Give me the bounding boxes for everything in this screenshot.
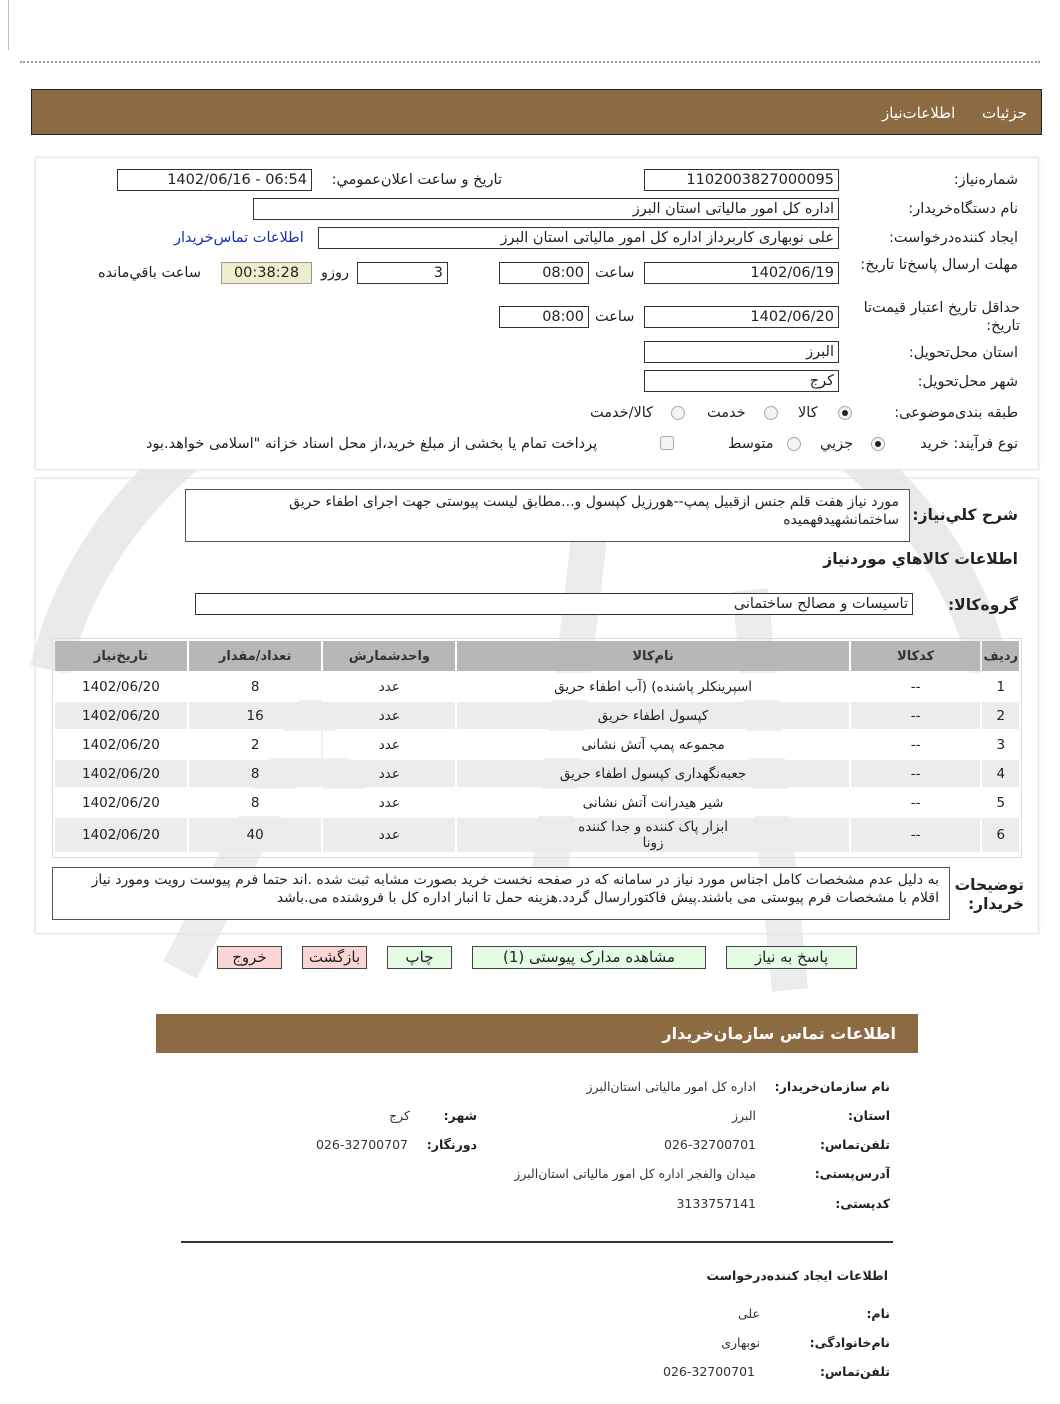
cell-name: مجموعه پمپ آتش نشانی	[457, 731, 849, 758]
reply-time-label: ساعت	[595, 265, 635, 281]
cell-name: اسپرینکلر پاشنده) (آب اطفاء حریق	[457, 673, 849, 700]
table-row	[55, 818, 1019, 852]
price-time-field: 08:00	[499, 306, 589, 328]
cell-name: ابزار پاک کننده و جدا کننده زونا	[457, 818, 849, 852]
cell-code: --	[851, 702, 981, 729]
goods-group-label: گروه‌کالا:	[947, 596, 1018, 614]
goods-table	[53, 639, 1021, 854]
cell-qty: 8	[189, 673, 322, 700]
reply-time-field: 08:00	[499, 262, 589, 284]
contact-postal-label: کدپستی:	[835, 1196, 890, 1211]
col-header-qty: تعداد/مقدار	[189, 641, 322, 671]
contact-section-header	[156, 1014, 918, 1053]
cell-unit: عدد	[323, 702, 455, 729]
cell-code: --	[851, 673, 981, 700]
buyer-org-field: اداره کل امور مالیاتی استان البرز	[253, 198, 839, 220]
print-button[interactable]: چاپ	[387, 946, 452, 969]
table-row	[55, 760, 1019, 787]
cell-qty: 40	[189, 818, 322, 852]
price-date-field: 1402/06/20	[644, 306, 839, 328]
process-radio-minor[interactable]	[871, 437, 885, 451]
contact-city-value: کرج	[389, 1108, 410, 1123]
cell-row: 3	[982, 731, 1019, 758]
cell-qty: 8	[189, 760, 322, 787]
cell-unit: عدد	[323, 673, 455, 700]
cell-date: 1402/06/20	[55, 731, 187, 758]
col-header-date: تاریخ‌نیاز	[55, 641, 187, 671]
need-number-field: 1102003827000095	[644, 169, 839, 191]
cell-name: جعبه‌نگهداری کپسول اطفاء حریق	[457, 760, 849, 787]
cell-unit: عدد	[323, 731, 455, 758]
contact-org-label: نام سازمان‌خریدار:	[774, 1079, 890, 1094]
category-service-label: خدمت	[707, 405, 746, 421]
contact-section-title: اطلاعات تماس سازمان‌خریدار	[662, 1024, 896, 1043]
creator-phone-label: تلفن‌تماس:	[819, 1364, 890, 1379]
goods-info-title: اطلاعات كالاهاي موردنياز	[823, 550, 1018, 568]
buyer-notes-field: به دلیل عدم مشخصات کامل اجناس مورد نیاز در سامانه که در صفحه نخست خرید بصورت مشابه ثبت شده .اند حتما فرم پیوست رویت ومورد نیاز اقلام با مشخصات فرم پیوستی می باشند.پیش فاکتورارسال گردد.هزینه حمل تا انبار اداره کل با فروشنده می.باشد	[52, 867, 950, 920]
contact-phone-label: تلفن‌تماس:	[819, 1137, 890, 1152]
dotted-divider	[20, 61, 1040, 63]
category-radio-goods[interactable]	[838, 406, 852, 420]
cell-code: --	[851, 789, 981, 816]
reply-date-field: 1402/06/19	[644, 262, 839, 284]
header-bar	[31, 89, 1042, 135]
cell-row: 6	[982, 818, 1019, 852]
price-validity-label: حداقل تاریخ اعتبار قیمت‌تا تاریخ:	[863, 300, 1020, 334]
tab-details[interactable]: جزئیات	[982, 104, 1027, 122]
contact-province-value: البرز	[732, 1108, 756, 1123]
general-desc-label: شرح كلي‌نياز:	[912, 506, 1018, 524]
contact-city-label: شهر:	[443, 1108, 477, 1123]
contact-org-value: اداره کل امور مالیاتی استان‌البرز	[586, 1079, 756, 1094]
days-field: 3	[357, 262, 448, 284]
cell-code: --	[851, 818, 981, 852]
cell-unit: عدد	[323, 760, 455, 787]
general-desc-field: مورد نیاز هفت قلم جنس ازقبیل پمپ--هورزیل کپسول و...مطابق لیست پیوستی جهت اجرای اطفاء حریق ساختمانشهیدفهمیده	[185, 489, 910, 542]
table-header-row	[55, 641, 1019, 671]
reply-button[interactable]: پاسخ به نیاز	[726, 946, 857, 969]
cell-row: 5	[982, 789, 1019, 816]
cell-qty: 8	[189, 789, 322, 816]
cell-name: کپسول اطفاء حریق	[457, 702, 849, 729]
remaining-time-field: 00:38:28	[221, 262, 312, 284]
exit-button[interactable]: خروج	[217, 946, 282, 969]
cell-row: 4	[982, 760, 1019, 787]
table-row	[55, 702, 1019, 729]
days-label: روزو	[321, 265, 350, 281]
cell-code: --	[851, 731, 981, 758]
table-row	[55, 731, 1019, 758]
cell-date: 1402/06/20	[55, 673, 187, 700]
creator-info-title: اطلاعات ایجاد کننده‌درخواست	[706, 1268, 888, 1283]
creator-field: علی نوبهاری کاربرداز اداره کل امور مالیاتی استان البرز	[318, 227, 839, 249]
col-header-code: کدکالا	[851, 641, 981, 671]
table-row	[55, 673, 1019, 700]
col-header-unit: واحدشمارش	[323, 641, 455, 671]
remaining-label: ساعت باقي‌مانده	[98, 265, 201, 281]
cell-date: 1402/06/20	[55, 760, 187, 787]
creator-name-label: نام:	[866, 1306, 890, 1321]
contact-fax-value: 026-32700707	[316, 1137, 408, 1152]
category-radio-service[interactable]	[764, 406, 778, 420]
cell-date: 1402/06/20	[55, 818, 187, 852]
treasury-payment-checkbox[interactable]	[660, 436, 674, 450]
treasury-payment-label: پرداخت تمام یا بخشی از مبلغ خرید،از محل اسناد خزانه "اسلامی خواهد.بود	[146, 436, 598, 452]
contact-address-label: آدرس‌پستی:	[814, 1166, 890, 1181]
cell-row: 1	[982, 673, 1019, 700]
category-goods-service-label: کالا/خدمت	[590, 405, 654, 421]
category-label: طبقه بندی‌موضوعی:	[894, 405, 1018, 421]
creator-phone-value: 026-32700701	[663, 1364, 755, 1379]
city-field: کرج	[644, 370, 839, 392]
need-number-label: شماره‌نیاز:	[953, 172, 1018, 188]
col-header-row: ردیف	[982, 641, 1019, 671]
creator-name-value: علی	[737, 1306, 760, 1321]
contact-fax-label: دورنگار:	[426, 1137, 477, 1152]
creator-family-value: نوبهاری	[721, 1335, 760, 1350]
cell-unit: عدد	[323, 818, 455, 852]
reply-deadline-label: مهلت ارسال پاسخ‌تا تاریخ:	[860, 257, 1018, 273]
announce-datetime-field: 1402/06/16 - 06:54	[117, 169, 312, 191]
cell-qty: 16	[189, 702, 322, 729]
creator-label: ایجاد کننده‌درخواست:	[889, 230, 1018, 246]
goods-group-field: تاسیسات و مصالح ساختمانی	[195, 593, 913, 615]
process-label: نوع فرآیند: خرید	[920, 436, 1018, 452]
table-row	[55, 789, 1019, 816]
contact-divider	[181, 1241, 893, 1243]
page-left-border	[8, 0, 9, 50]
process-minor-label: جزيي	[820, 436, 854, 452]
category-goods-label: کالا	[798, 405, 818, 421]
col-header-name: نام‌کالا	[457, 641, 849, 671]
price-time-label: ساعت	[595, 309, 635, 325]
province-field: البرز	[644, 341, 839, 363]
contact-phone-value: 026-32700701	[664, 1137, 756, 1152]
process-radio-medium[interactable]	[787, 437, 801, 451]
contact-postal-value: 3133757141	[676, 1196, 756, 1211]
cell-code: --	[851, 760, 981, 787]
cell-date: 1402/06/20	[55, 702, 187, 729]
cell-unit: عدد	[323, 789, 455, 816]
contact-address-value: میدان والفجر اداره کل امور مالیاتی استان‌البرز	[514, 1166, 756, 1181]
province-label: استان محل‌تحویل:	[908, 345, 1018, 361]
creator-family-label: نام‌خانوادگی:	[809, 1335, 890, 1350]
cell-name: شیر هیدرانت آتش نشانی	[457, 789, 849, 816]
buyer-org-label: نام دستگاه‌خریدار:	[908, 201, 1018, 217]
buyer-notes-label: توضیحات خریدار:	[954, 876, 1024, 913]
cell-row: 2	[982, 702, 1019, 729]
cell-date: 1402/06/20	[55, 789, 187, 816]
view-attachments-button[interactable]: مشاهده مدارک پیوستی (1)	[472, 946, 706, 969]
city-label: شهر محل‌تحویل:	[917, 374, 1018, 390]
goods-table-wrapper	[52, 638, 1022, 858]
buyer-contact-link[interactable]: اطلاعات تماس‌خریدار	[174, 230, 304, 246]
contact-province-label: استان:	[847, 1108, 890, 1123]
announce-label: تاریخ و ساعت اعلان‌عمومي:	[331, 172, 502, 188]
back-button[interactable]: بازگشت	[302, 946, 367, 969]
tab-need-info[interactable]: اطلاعات‌نیاز	[882, 104, 956, 122]
cell-qty: 2	[189, 731, 322, 758]
process-medium-label: متوسط	[728, 436, 774, 452]
category-radio-goods-service[interactable]	[671, 406, 685, 420]
